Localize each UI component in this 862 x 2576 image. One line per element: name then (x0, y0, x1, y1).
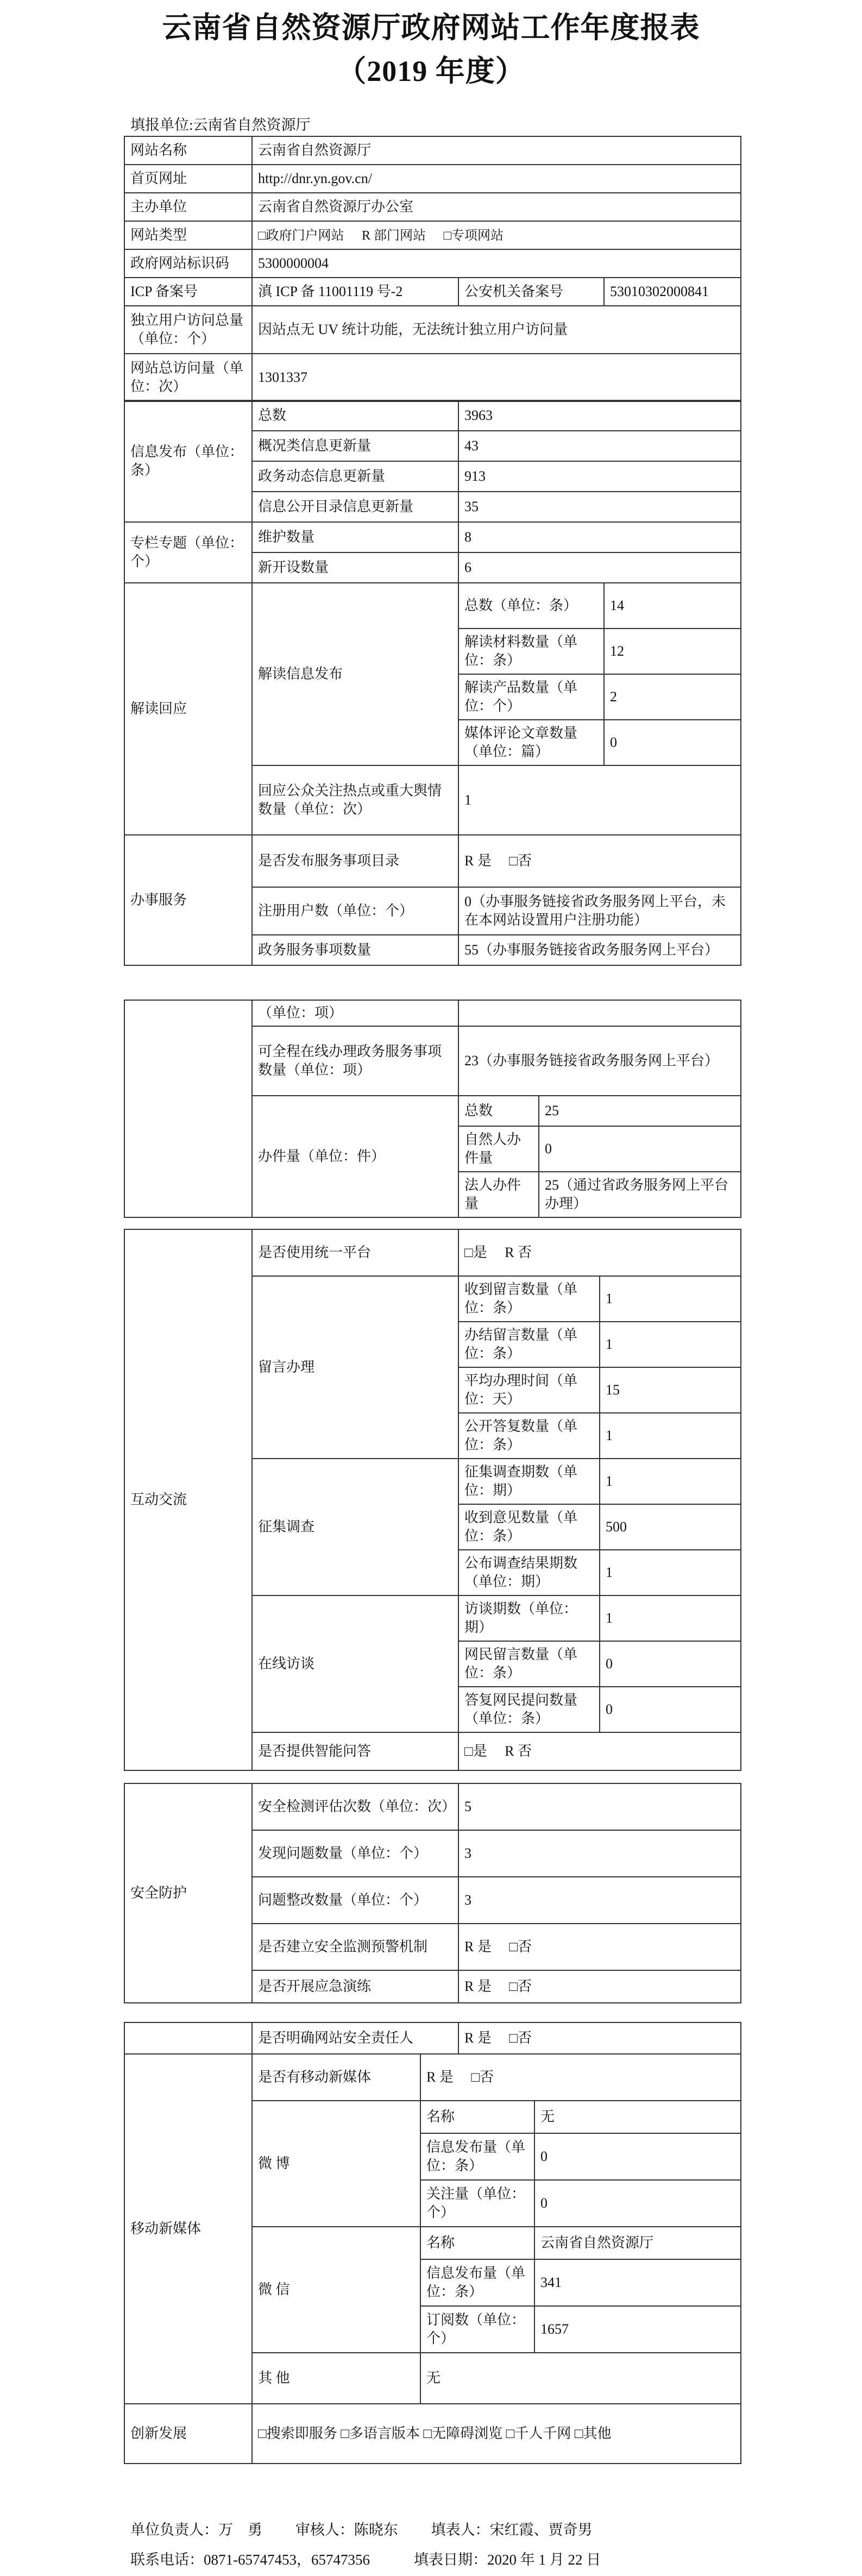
interp-total-label: 总数（单位：条） (458, 583, 604, 629)
survey-label: 征集调查 (252, 1459, 458, 1595)
footer-contact: 联系电话：0871-65747453，65747356 填表日期：2020 年 1 月 22 日 (130, 2552, 601, 2568)
weibo-name-value: 无 (534, 2101, 741, 2133)
talk-reply-label: 答复网民提问数量（单位：条） (458, 1687, 600, 1732)
wechat-name-label: 名称 (420, 2227, 534, 2259)
weibo-follow-label: 关注量（单位：个） (420, 2180, 534, 2227)
site-id-value: 5300000004 (252, 249, 741, 278)
innov-value: □搜索即服务 □多语言版本 □无障碍浏览 □千人千网 □其他 (252, 2404, 741, 2464)
svc-items-unit: （单位：项） (252, 1000, 458, 1026)
wechat-pub-label: 信息发布量（单位：条） (420, 2259, 534, 2306)
sec-drill-label: 是否开展应急演练 (252, 1970, 458, 2003)
svc-items-unit-value (458, 1000, 741, 1026)
sec-found-label: 发现问题数量（单位：个） (252, 1830, 458, 1877)
interp-hot-label: 回应公众关注热点或重大舆情数量（单位：次） (252, 765, 458, 835)
sec-eval-value: 5 (458, 1783, 741, 1830)
svc-items-label: 政务服务事项数量 (252, 935, 458, 965)
survey-result-label: 公布调查结果期数（单位：期） (458, 1550, 600, 1595)
innovation-table (124, 2403, 741, 2464)
police-label: 公安机关备案号 (458, 278, 604, 306)
svc-online-label: 可全程在线办理政务服务事项数量（单位：项） (252, 1026, 458, 1096)
talk-msg-value: 0 (600, 1641, 741, 1687)
info-open-label: 信息公开目录信息更新量 (252, 492, 458, 522)
innov-label: 创新发展 (124, 2404, 252, 2464)
svc-cases-total-label: 总数 (458, 1096, 539, 1126)
msg-recv-value: 1 (600, 1276, 741, 1322)
topic-maint-label: 维护数量 (252, 522, 458, 552)
interp-section-label: 解读回应 (124, 583, 252, 835)
svc-users-label: 注册用户数（单位：个） (252, 887, 458, 935)
interp-product-value: 2 (604, 674, 741, 720)
survey-count-label: 征集调查期数（单位：期） (458, 1459, 600, 1504)
svc-cases-legal-label: 法人办件量 (458, 1172, 539, 1217)
interp-hot-value: 1 (458, 765, 741, 835)
svc-catalog-label: 是否发布服务事项目录 (252, 835, 458, 887)
info-total-label: 总数 (252, 400, 458, 431)
weibo-follow-value: 0 (534, 2180, 741, 2227)
wechat-name-value: 云南省自然资源厅 (534, 2227, 741, 2259)
mobile-has-label: 是否有移动新媒体 (252, 2054, 420, 2101)
talk-msg-label: 网民留言数量（单位：条） (458, 1641, 600, 1687)
topic-section-label: 专栏专题（单位：个） (124, 522, 252, 583)
survey-count-value: 1 (600, 1459, 741, 1504)
svc-online-value: 23（办事服务链接省政务服务网上平台） (458, 1026, 741, 1096)
sec-fixed-value: 3 (458, 1877, 741, 1924)
svc-continued-label (124, 1000, 252, 1217)
svc-items-value: 55（办事服务链接省政务服务网上平台） (458, 935, 741, 965)
info-news-label: 政务动态信息更新量 (252, 461, 458, 492)
report-year: （2019 年度） (337, 55, 525, 87)
talk-count-value: 1 (600, 1595, 741, 1641)
inter-unified-value: □是 R 否 (458, 1229, 741, 1276)
wechat-sub-value: 1657 (534, 2306, 741, 2353)
home-url-value: http://dnr.yn.gov.cn/ (252, 165, 741, 193)
sec-monitor-label: 是否建立安全监测预警机制 (252, 1924, 458, 1970)
wechat-label: 微 信 (252, 2227, 420, 2353)
site-type-option-portal: □政府门户网站 (258, 228, 344, 243)
mobile-media-table (124, 2053, 741, 2404)
svc-cases-person-label: 自然人办件量 (458, 1126, 539, 1172)
info-total-value: 3963 (458, 400, 741, 431)
pv-value: 1301337 (252, 354, 741, 401)
site-type-options (252, 221, 741, 249)
uv-value: 因站点无 UV 统计功能，无法统计独立用户访问量 (252, 306, 741, 354)
interp-media-label: 媒体评论文章数量（单位：篇） (458, 720, 604, 765)
msg-public-value: 1 (600, 1413, 741, 1459)
interp-media-value: 0 (604, 720, 741, 765)
weibo-pub-label: 信息发布量（单位：条） (420, 2133, 534, 2180)
site-type-option-special: □专项网站 (443, 228, 504, 243)
wechat-pub-value: 341 (534, 2259, 741, 2306)
inter-unified-label: 是否使用统一平台 (252, 1229, 458, 1276)
weibo-name-label: 名称 (420, 2101, 534, 2133)
other-value: 无 (420, 2353, 741, 2404)
home-url-label: 首页网址 (124, 165, 252, 193)
sec-found-value: 3 (458, 1830, 741, 1877)
pv-label: 网站总访问量（单位：次） (124, 354, 252, 401)
sec-monitor-value: R 是 □否 (458, 1924, 741, 1970)
host-value: 云南省自然资源厅办公室 (252, 193, 741, 221)
topic-new-value: 6 (458, 552, 741, 583)
police-value: 53010302000841 (604, 278, 741, 306)
msg-done-label: 办结留言数量（单位：条） (458, 1322, 600, 1367)
security-table (124, 1783, 741, 2003)
msg-recv-label: 收到留言数量（单位：条） (458, 1276, 600, 1322)
talk-label: 在线访谈 (252, 1595, 458, 1732)
info-section-label: 信息发布（单位：条） (124, 400, 252, 522)
talk-reply-value: 0 (600, 1687, 741, 1732)
sec-resp-label: 是否明确网站安全责任人 (252, 2022, 458, 2054)
icp-value: 滇 ICP 备 11001119 号-2 (252, 278, 458, 306)
site-type-label: 网站类型 (124, 221, 252, 249)
survey-opinion-label: 收到意见数量（单位：条） (458, 1504, 600, 1550)
icp-label: ICP 备案号 (124, 278, 252, 306)
msg-time-label: 平均办理时间（单位：天） (458, 1367, 600, 1413)
interp-material-label: 解读材料数量（单位：条） (458, 629, 604, 674)
svc-cases-label: 办件量（单位：件） (252, 1096, 458, 1217)
sec-fixed-label: 问题整改数量（单位：个） (252, 1877, 458, 1924)
inter-ai-value: □是 R 否 (458, 1732, 741, 1770)
interp-pub-label: 解读信息发布 (252, 583, 458, 765)
survey-result-value: 1 (600, 1550, 741, 1595)
talk-count-label: 访谈期数（单位：期） (458, 1595, 600, 1641)
mobile-has-value: R 是 □否 (420, 2054, 741, 2101)
svc-cases-total-value: 25 (539, 1096, 741, 1126)
content-table (124, 400, 741, 966)
footer-signatures: 单位负责人：万 勇 审核人：陈晓东 填表人：宋红霞、贾奇男 (130, 2522, 593, 2538)
reporting-unit: 填报单位:云南省自然资源厅 (130, 117, 311, 133)
survey-opinion-value: 500 (600, 1504, 741, 1550)
security-resp-table (124, 2022, 741, 2054)
weibo-label: 微 博 (252, 2101, 420, 2227)
host-label: 主办单位 (124, 193, 252, 221)
msg-public-label: 公开答复数量（单位：条） (458, 1413, 600, 1459)
info-overview-label: 概况类信息更新量 (252, 431, 458, 461)
info-open-value: 35 (458, 492, 741, 522)
service-interaction-table (124, 1000, 741, 1218)
msg-done-value: 1 (600, 1322, 741, 1367)
site-type-option-department: R 部门网站 (362, 228, 426, 243)
wechat-sub-label: 订阅数（单位：个） (420, 2306, 534, 2353)
inter-section-label: 互动交流 (124, 1229, 252, 1770)
site-name-label: 网站名称 (124, 136, 252, 165)
info-news-value: 913 (458, 461, 741, 492)
report-title: 云南省自然资源厅政府网站工作年度报表 (162, 11, 700, 44)
svc-cases-legal-value: 25（通过省政务服务网上平台办理） (539, 1172, 741, 1217)
basic-info-table (124, 136, 741, 402)
interp-total-value: 14 (604, 583, 741, 629)
sec-section-label: 安全防护 (124, 1783, 252, 2003)
svc-cases-person-value: 0 (539, 1126, 741, 1172)
uv-label: 独立用户访问总量（单位：个） (124, 306, 252, 354)
msg-label: 留言办理 (252, 1276, 458, 1459)
svc-section-label: 办事服务 (124, 835, 252, 965)
info-overview-value: 43 (458, 431, 741, 461)
site-id-label: 政府网站标识码 (124, 249, 252, 278)
interp-material-value: 12 (604, 629, 741, 674)
interaction-table (124, 1229, 741, 1771)
sec-drill-value: R 是 □否 (458, 1970, 741, 2003)
svc-users-value: 0（办事服务链接省政务服务网上平台，未在本网站设置用户注册功能） (458, 887, 741, 935)
msg-time-value: 15 (600, 1367, 741, 1413)
topic-new-label: 新开设数量 (252, 552, 458, 583)
interp-product-label: 解读产品数量（单位：个） (458, 674, 604, 720)
weibo-pub-value: 0 (534, 2133, 741, 2180)
inter-ai-label: 是否提供智能问答 (252, 1732, 458, 1770)
sec-eval-label: 安全检测评估次数（单位：次） (252, 1783, 458, 1830)
topic-maint-value: 8 (458, 522, 741, 552)
site-name-value: 云南省自然资源厅 (252, 136, 741, 165)
sec-resp-value: R 是 □否 (458, 2022, 741, 2054)
sec-resp-left (124, 2022, 252, 2054)
svc-catalog-value: R 是 □否 (458, 835, 741, 887)
mobile-section-label: 移动新媒体 (124, 2054, 252, 2404)
other-label: 其 他 (252, 2353, 420, 2404)
